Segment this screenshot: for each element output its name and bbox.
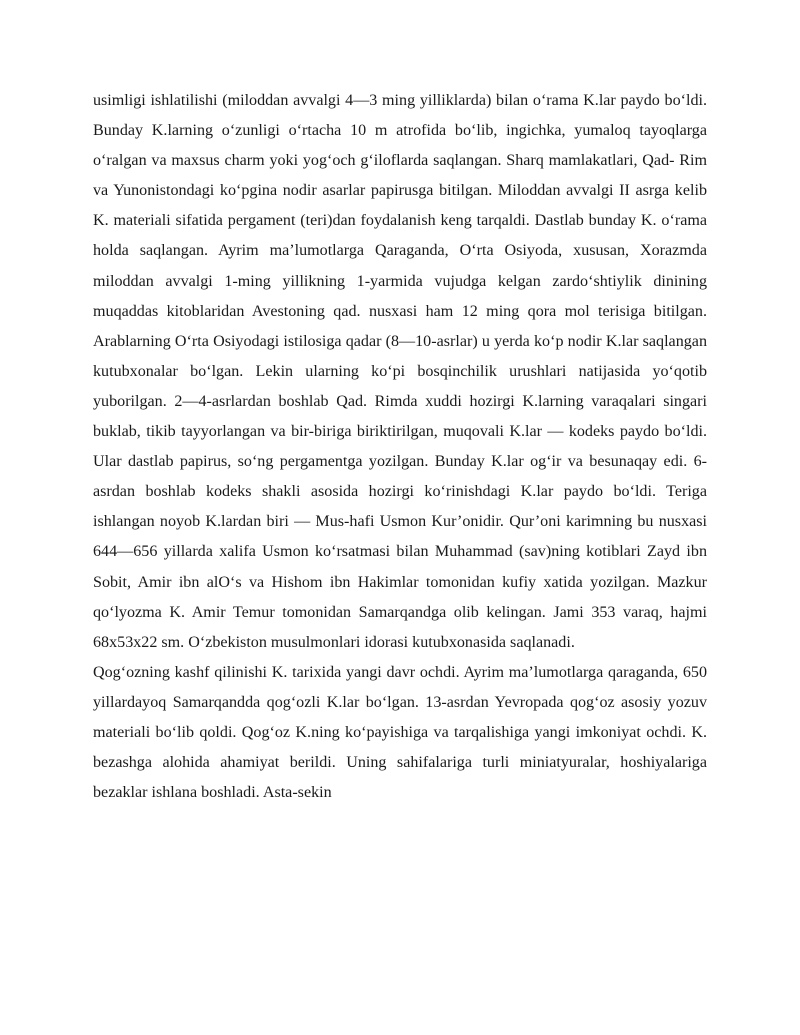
paragraph-2: Qog‘ozning kashf qilinishi K. tarixida yangi davr ochdi. Ayrim ma’lumotlarga qaraganda, 650 yillardayoq Samarqandda qog‘ozli K.lar bo‘lgan. 13-asrdan Yevropada qog‘oz asosiy yozuv materiali bo‘lib qoldi. Qog‘oz K.ning ko‘payishiga va tarqalishiga yangi imkoniyat ochdi. K. bezashga alohida ahamiyat berildi. Uning sahifalariga turli miniatyuralar, hoshiyalariga bezaklar ishlana boshladi. Asta-sekin — [93, 663, 707, 802]
document-page — [93, 86, 707, 808]
paragraph-1: usimligi ishlatilishi (miloddan avvalgi 4—3 ming yilliklarda) bilan o‘rama K.lar paydo bo‘ldi. Bunday K.larning o‘zunligi o‘rtacha 10 m atrofida bo‘lib, ingichka, yumaloq tayoqlarga o‘ralgan va maxsus charm yoki yog‘och g‘iloflarda saqlangan. Sharq mamlakatlari, Qad- Rim va Yunonistondagi ko‘pgina nodir asarlar papirusga bitilgan. Miloddan avvalgi II asrga kelib K. materiali sifatida pergament (teri)dan foydalanish keng tarqaldi. Dastlab bunday K. o‘rama holda saqlangan. Ayrim ma’lumotlarga Qaraganda, O‘rta Osiyoda, xususan, Xorazmda miloddan avvalgi 1-ming yillikning 1-yarmida vujudga kelgan zardo‘shtiylik dinining muqaddas kitoblaridan Avestoning qad. nusxasi ham 12 ming qora mol terisiga bitilgan. Arablarning O‘rta Osiyodagi istilosiga qadar (8—10-asrlar) u yerda ko‘p nodir K.lar saqlangan kutubxonalar bo‘lgan. Lekin ularning ko‘pi bosqinchilik urushlari natijasida yo‘qotib yuborilgan. 2—4-asrlardan boshlab Qad. Rimda xuddi hozirgi K.larning varaqalari singari buklab, tikib tayyorlangan va bir-biriga biriktirilgan, muqovali K.lar — kodeks paydo bo‘ldi. Ular dastlab papirus, so‘ng pergamentga yozilgan. Bunday K.lar og‘ir va besunaqay edi. 6-asrdan boshlab kodeks shakli asosida hozirgi ko‘rinishdagi K.lar paydo bo‘ldi. Teriga ishlangan noyob K.lardan biri — Mus-hafi Usmon Kur’onidir. Qur’oni karimning bu nusxasi 644—656 yillarda xalifa Usmon ko‘rsatmasi bilan Muhammad (sav)ning kotiblari Zayd ibn Sobit, Amir ibn alO‘s va Hishom ibn Hakimlar tomonidan kufiy xatida yozilgan. Mazkur qo‘lyozma K. Amir Temur tomonidan Samarqandga olib kelingan. Jami 353 varaq, hajmi 68x53x22 sm. O‘zbekiston musulmonlari idorasi kutubxonasida saqlanadi. — [93, 92, 707, 651]
